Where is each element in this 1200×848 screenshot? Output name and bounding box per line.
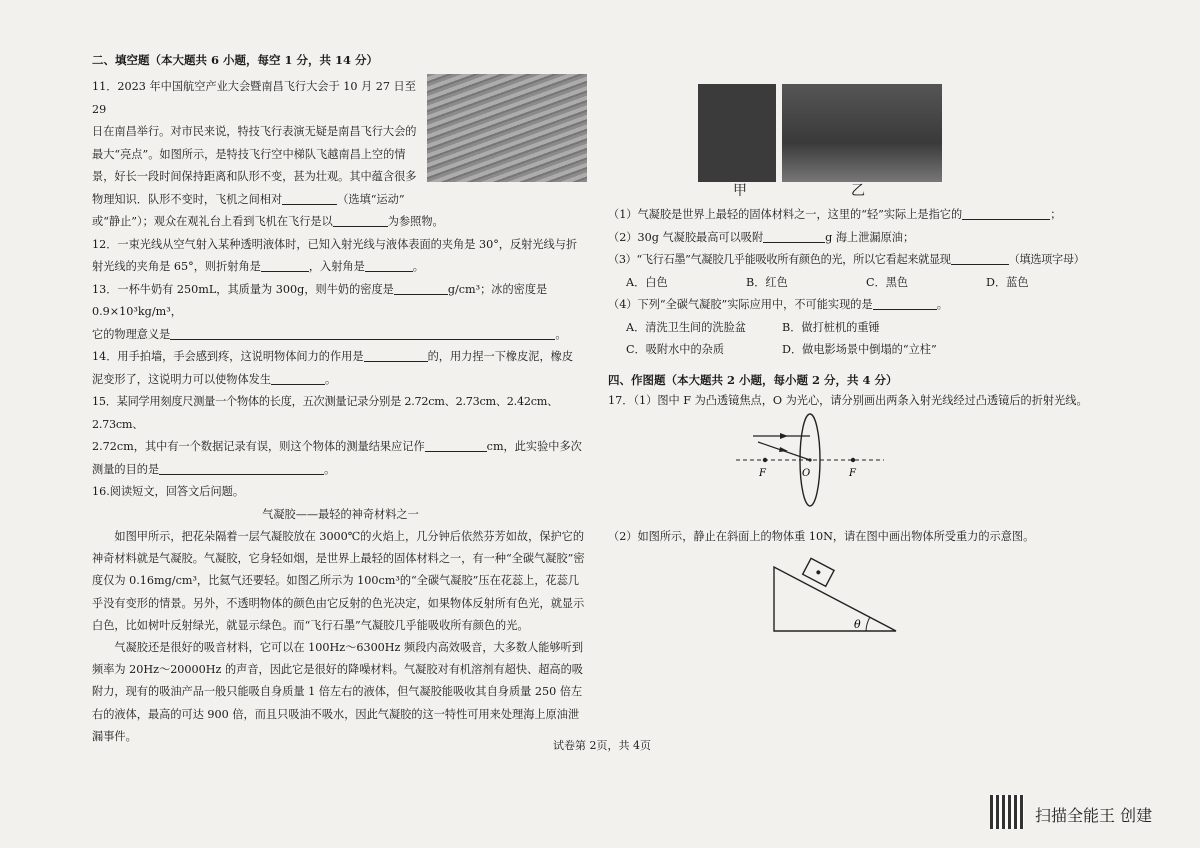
blank-q12-2[interactable] <box>365 258 413 272</box>
q15-line1: 15．某同学用刻度尺测量一个物体的长度，五次测量记录分别是 2.72cm、2.73cm、2.42cm、2.73cm、 <box>92 395 559 431</box>
question-14 <box>92 346 589 391</box>
q15-text-d: 测量的目的是 <box>92 462 160 476</box>
option-4a[interactable]: A．清洗卫生间的洗脸盆 <box>626 320 746 334</box>
q16-sub4-options-row2 <box>608 339 1103 362</box>
arrow-head-1 <box>780 433 788 439</box>
q16-article-title: 气凝胶——最轻的神奇材料之一 <box>262 507 419 521</box>
q17-part1: 17．（1）图中 F 为凸透镜焦点，O 为光心，请分别画出两条入射光线经过凸透镜后的折射光线。 <box>608 393 1088 407</box>
q13-text-c: 它的物理意义是 <box>92 327 171 341</box>
inclined-plane <box>774 567 896 631</box>
q17-part2: （2）如图所示，静止在斜面上的物体重 10N，请在图中画出物体所受重力的示意图。 <box>608 530 1035 543</box>
figure-jia-photo <box>698 84 776 182</box>
q15-text-b: 2.72cm，其中有一个数据记录有误，则这个物体的测量结果应记作 <box>92 440 425 453</box>
question-13 <box>92 279 589 347</box>
section-title-fill-blank: 二、填空题（本大题共 6 小题，每空 1 分，共 14 分） <box>92 53 379 67</box>
q16-sub3-options <box>608 272 1103 295</box>
option-4b[interactable]: B．做打桩机的重锤 <box>782 320 880 334</box>
q14-text-b: 的，用力捏一下橡皮泥，橡皮 <box>427 350 574 363</box>
blank-q13-2[interactable] <box>170 326 555 340</box>
left-focus-point <box>763 458 767 462</box>
left-column <box>92 52 589 748</box>
q12-text-b: 射光线的夹角是 65°，则折射角是 <box>92 260 261 273</box>
blank-q15-2[interactable] <box>159 461 324 475</box>
blank-q13-1[interactable] <box>394 281 448 295</box>
label-F-right: F <box>849 468 856 479</box>
q12-text-d: 。 <box>412 260 424 273</box>
q13-text-b: g/cm³；冰的密度是 0.9×10³kg/m³， <box>92 282 548 318</box>
q16-sub4-options-row1 <box>608 317 1103 340</box>
qr-code-icon <box>990 795 1024 829</box>
q16-sub1-end: ； <box>1050 208 1062 221</box>
blank-q16-2[interactable] <box>763 229 825 243</box>
section-title-drawing: 四、作图题（本大题共 2 小题，每小题 2 分，共 4 分） <box>608 372 898 387</box>
option-d[interactable]: D．蓝色 <box>986 275 1029 289</box>
q16-sub3: （3）“飞行石墨”气凝胶几乎能吸收所有颜色的光，所以它看起来就显现 <box>608 253 951 266</box>
q15-text-c: cm，此实验中多次 <box>486 440 582 453</box>
label-F-left: F <box>759 468 766 479</box>
inclined-plane-diagram <box>608 549 1103 645</box>
q16-sub4: （4）下列“全碳气凝胶”实际应用中，不可能实现的是 <box>608 298 873 311</box>
right-focus-point <box>851 458 855 462</box>
q16-intro: 16.阅读短文，回答文后问题。 <box>92 485 245 498</box>
q16-sub4-end: 。 <box>936 298 948 311</box>
q16-sub2: （2）30g 气凝胶最高可以吸附 <box>608 230 764 244</box>
label-O: O <box>802 468 811 479</box>
q14-text-a: 14．用手拍墙，手会感到疼，这说明物体间力的作用是 <box>92 350 364 363</box>
convex-lens-diagram <box>608 412 1103 512</box>
caption-yi: 乙 <box>851 183 865 199</box>
blank-q16-3[interactable] <box>951 251 1009 265</box>
flight-formation-photo <box>427 74 587 182</box>
option-4d[interactable]: D．做电影场景中倒塌的“立柱” <box>782 343 937 356</box>
q11-line5: 物理知识．队形不变时，飞机之间相对 <box>92 192 283 206</box>
q15-text-e: 。 <box>324 462 336 476</box>
question-15 <box>92 391 589 481</box>
q14-text-c: 泥变形了，这说明力可以使物体发生 <box>92 372 272 386</box>
blank-q11-1[interactable] <box>282 191 337 205</box>
q11-line1: 11．2023 年中国航空产业大会暨南昌飞行大会于 10 月 27 日至 29 <box>92 80 416 116</box>
q13-text-d: 。 <box>555 327 567 341</box>
option-b[interactable]: B．红色 <box>746 275 788 289</box>
q11-line6b: 为参照物。 <box>387 215 444 228</box>
q11-line2: 日在南昌举行。对市民来说，特技飞行表演无疑是南昌飞行大会的 <box>92 125 417 138</box>
label-theta: θ <box>854 617 861 631</box>
arrow-head-2 <box>779 447 788 452</box>
page-footer: 试卷第 2页，共 4页 <box>553 739 651 752</box>
q16-paragraph-1: 如图甲所示，把花朵隔着一层气凝胶放在 3000℃的火焰上，几分钟后依然芬芳如故，保护它的神奇材料就是气凝胶。气凝胶，它身轻如烟，是世界上最轻的固体材料之一，有一种“全碳气凝胶”密度仅为 0.16mg/cm³，比氦气还要轻。如图乙所示为 100cm³的“全碳气凝胶”压在花蕊上，花蕊几乎没有变形的情景。另外，不透明物体的颜色由它反射的色光决定，如果物体反射所有色光，就显示白色，比如树叶反射绿光，就显示绿色。而“飞行石墨”气凝胶几乎能吸收所有颜色的光。 <box>92 530 585 632</box>
block-object <box>803 558 834 586</box>
q12-line1: 12．一束光线从空气射入某种透明液体时，已知入射光线与液体表面的夹角是 30°，反射光线与折 <box>92 237 578 251</box>
q16-sub2-end: g 海上泄漏原油； <box>825 230 915 244</box>
q13-text-a: 13．一杯牛奶有 250mL，其质量为 300g，则牛奶的密度是 <box>92 282 394 296</box>
q11-line4: 景，好长一段时间保持距离和队形不变，甚为壮观。其中蕴含很多 <box>92 170 417 183</box>
scanner-watermark: 扫描全能王 创建 <box>1035 806 1153 825</box>
q16-sub1: （1）气凝胶是世界上最轻的固体材料之一，这里的“轻”实际上是指它的 <box>608 208 963 221</box>
option-4c[interactable]: C．吸附水中的杂质 <box>626 343 725 356</box>
blank-q15-1[interactable] <box>425 438 487 452</box>
q11-line3: 最大“亮点”。如图所示，是特技飞行空中梯队飞越南昌上空的情 <box>92 147 406 161</box>
q16-paragraph-2: 气凝胶还是很好的吸音材料，它可以在 100Hz～6300Hz 频段内高效吸音，大多数人能够听到频率为 20Hz～20000Hz 的声音，因此它是很好的降噪材料。气凝胶对有机溶剂有超快、超高的吸附力，现有的吸油产品一般只能吸自身质量 1 倍左右的液体，但气凝胶能吸收其自身质量 250 倍左右的液体，最高的可达 900 倍，而且只吸油不吸水，因此气凝胶的这一特性可用来处理海上原油泄漏事件。 <box>92 641 584 743</box>
blank-q12-1[interactable] <box>261 258 309 272</box>
blank-q14-1[interactable] <box>364 348 428 362</box>
q16-sub3-end: （填选项字母） <box>1008 253 1085 266</box>
question-11 <box>92 76 589 234</box>
caption-jia: 甲 <box>733 183 747 199</box>
q12-text-c: ，入射角是 <box>308 260 365 273</box>
right-column <box>608 52 1103 645</box>
option-a[interactable]: A．白色 <box>626 275 668 289</box>
question-16 <box>92 481 589 748</box>
angle-arc <box>866 617 870 631</box>
blank-q14-2[interactable] <box>271 371 325 385</box>
blank-q16-4[interactable] <box>873 296 937 310</box>
q11-line5b: （选填“运动” <box>337 192 405 206</box>
q14-text-d: 。 <box>325 372 337 386</box>
optical-center <box>808 458 811 461</box>
question-12 <box>92 234 589 279</box>
aerogel-figures <box>608 52 1103 204</box>
option-c[interactable]: C．黑色 <box>866 275 909 289</box>
blank-q16-1[interactable] <box>962 206 1050 220</box>
q11-line6: 或“静止”）；观众在观礼台上看到飞机在飞行是以 <box>92 215 333 228</box>
blank-q11-2[interactable] <box>333 213 388 227</box>
figure-yi-photo <box>782 84 942 182</box>
